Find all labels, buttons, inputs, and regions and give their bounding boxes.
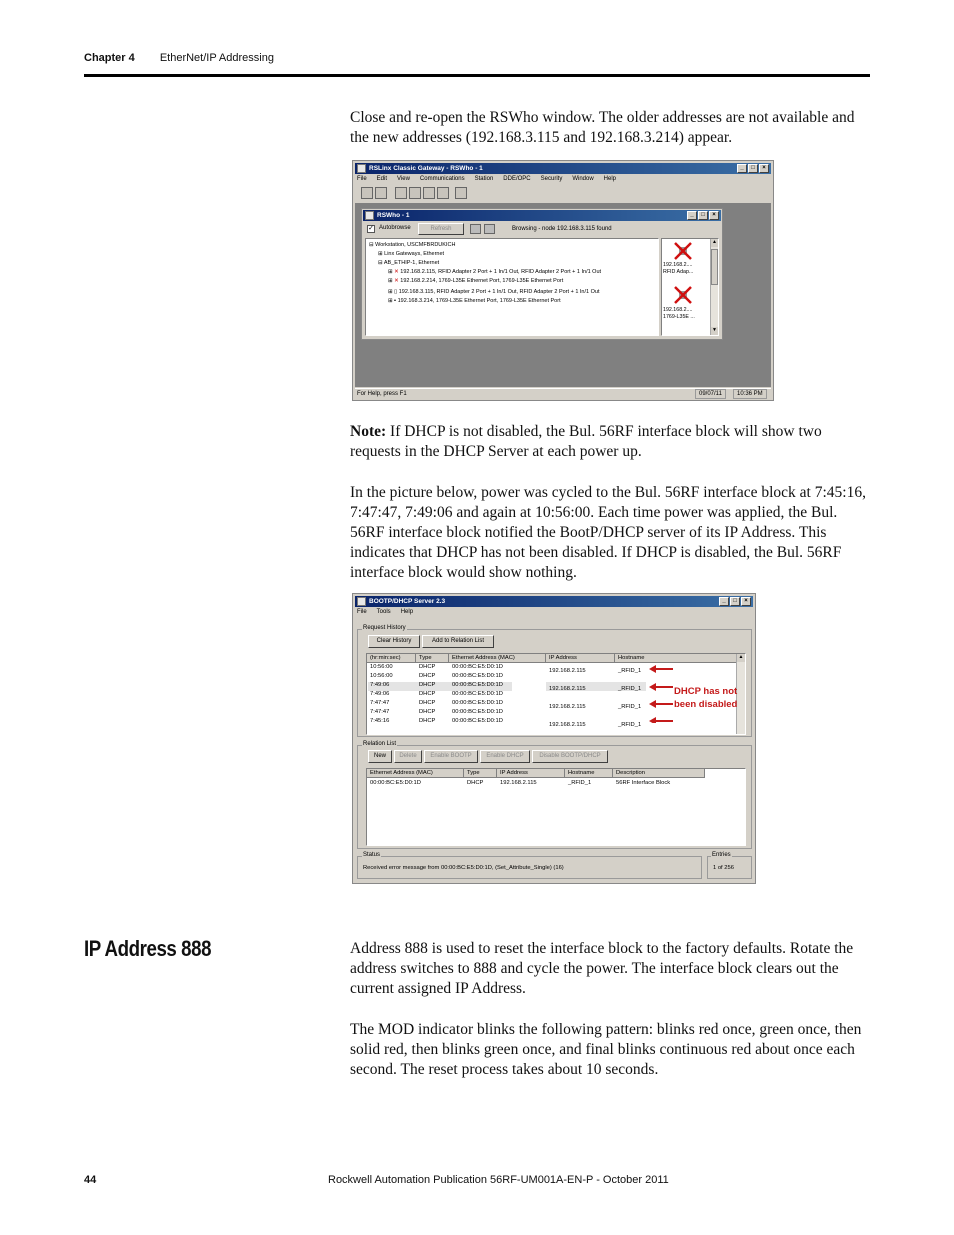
page-number: 44	[84, 1174, 97, 1186]
table-cell: _RFID_1	[618, 686, 642, 692]
col-ip[interactable]: IP Address	[546, 654, 615, 663]
tree-item-ab-ethip[interactable]: ⊟ AB_ETHIP-1, Ethernet	[378, 260, 440, 266]
new-button[interactable]: New	[368, 750, 392, 763]
enable-bootp-button[interactable]: Enable BOOTP	[424, 750, 478, 763]
note-text: If DHCP is not disabled, the Bul. 56RF interface block will show two requests in the DHCP Server at each power up.	[350, 423, 822, 460]
table-cell: _RFID_1	[618, 722, 642, 728]
dhcp-app-icon	[357, 597, 366, 606]
table-cell: 00:00:BC:E5:D0:1D	[452, 682, 503, 688]
table-cell: DHCP	[419, 691, 436, 697]
table-cell: 56RF Interface Block	[616, 780, 671, 786]
relation-list-label: Relation List	[363, 741, 397, 747]
device-label: 192.168.2.... RFID Adap...	[663, 262, 694, 275]
note-label: Note:	[350, 423, 387, 440]
child-maximize-icon[interactable]: □	[698, 211, 708, 220]
scrollbar[interactable]	[710, 239, 718, 335]
status-date: 09/07/11	[695, 389, 726, 399]
maximize-icon[interactable]: □	[748, 164, 758, 173]
rslinx-menu-security[interactable]: Security	[540, 176, 563, 182]
rslinx-title: RSLinx Classic Gateway - RSWho - 1	[369, 165, 483, 172]
table-cell: DHCP	[419, 718, 436, 724]
minimize-icon[interactable]: _	[737, 164, 747, 173]
clear-history-button[interactable]: Clear History	[368, 635, 420, 648]
rslinx-titlebar	[355, 163, 771, 174]
dhcp-menubar	[357, 609, 413, 615]
rslinx-menu-station[interactable]: Station	[474, 176, 494, 182]
dhcp-menu-help[interactable]: Help	[400, 609, 414, 615]
maximize-icon[interactable]: □	[730, 597, 740, 606]
rel-col-ip[interactable]: IP Address	[497, 769, 565, 778]
rslinx-menu-view[interactable]: View	[397, 176, 410, 182]
table-cell: DHCP	[419, 709, 436, 715]
disconnected-device-icon[interactable]	[674, 286, 692, 304]
tree-item-node[interactable]: ⊞ ✕ 192.168.2.115, RFID Adapter 2 Port + 1 In/1 Out, RFID Adapter 2 Port + 1 In/1 Out	[388, 269, 602, 275]
bootp-dhcp-window	[352, 593, 756, 884]
enable-dhcp-button[interactable]: Enable DHCP	[480, 750, 530, 763]
tree-item-node[interactable]: ⊞ ▯ 192.168.3.115, RFID Adapter 2 Port + 1 In/1 Out, RFID Adapter 2 Port + 1 In/1 Out	[388, 289, 600, 295]
table-cell: _RFID_1	[568, 780, 592, 786]
list-view-icon[interactable]	[484, 224, 495, 234]
rslinx-window	[352, 160, 774, 401]
table-cell: 7:45:16	[370, 718, 390, 724]
status-time: 10:36 PM	[733, 389, 767, 399]
relation-list-table[interactable]	[366, 768, 746, 846]
col-hostname[interactable]: Hostname	[615, 654, 737, 663]
table-cell: 192.168.2.115	[500, 780, 537, 786]
delete-button[interactable]: Delete	[394, 750, 422, 763]
section-heading: IP Address 888	[84, 936, 212, 961]
scroll-down-icon[interactable]: ▼	[712, 327, 717, 333]
table-cell: 00:00:BC:E5:D0:1D	[452, 709, 503, 715]
table-cell: 192.168.2.115	[549, 722, 586, 728]
table-cell: 00:00:BC:E5:D0:1D	[452, 718, 503, 724]
minimize-icon[interactable]: _	[719, 597, 729, 606]
device-icon-pane	[661, 238, 719, 336]
table-cell: 192.168.2.115	[549, 704, 586, 710]
table-cell: 7:47:47	[370, 709, 390, 715]
table-cell: 192.168.2.115	[549, 686, 586, 692]
col-type[interactable]: Type	[416, 654, 449, 663]
child-minimize-icon[interactable]: _	[687, 211, 697, 220]
table-cell: DHCP	[467, 780, 484, 786]
autobrowse-label: Autobrowse	[379, 225, 411, 231]
rswho-child-titlebar	[363, 210, 721, 221]
add-to-relation-list-button[interactable]: Add to Relation List	[422, 635, 494, 648]
status-message: Received error message from 00:00:BC:E5:D0:1D, (Set_Attribute_Single) (16)	[363, 865, 564, 871]
entries-label: Entries	[712, 852, 731, 858]
table-cell: _RFID_1	[618, 704, 642, 710]
table-cell: 192.168.2.115	[549, 668, 586, 674]
header-rule	[84, 74, 870, 77]
rslinx-menu-edit[interactable]: Edit	[376, 176, 388, 182]
col-mac[interactable]: Ethernet Address (MAC)	[449, 654, 546, 663]
rslinx-statusbar	[355, 388, 771, 398]
table-cell: _RFID_1	[618, 668, 642, 674]
scroll-up-icon[interactable]: ▲	[712, 239, 717, 245]
table-cell: 00:00:BC:E5:D0:1D	[452, 691, 503, 697]
toolbar-diagnostics-icon[interactable]	[437, 187, 449, 199]
scroll-up-icon[interactable]: ▲	[738, 654, 744, 660]
dhcp-annotation: DHCP has not been disabled	[674, 686, 738, 710]
tree-item-node[interactable]: ⊞ ▪ 192.168.3.214, 1769-L35E Ethernet Port, 1769-L35E Ethernet Port	[388, 298, 561, 304]
mdi-area	[355, 203, 771, 387]
paragraph-power-cycle: In the picture below, power was cycled to the Bul. 56RF interface block at 7:45:16, 7:47:47, 7:49:06 and again at 10:56:00. Each time power was applied, the Bul. 56RF interface block notified the BootP/DHCP server of its IP Address. This indicates that DHCP has not been disabled. If DHCP is disabled, the Bul. 56RF interface block would show nothing.	[350, 484, 866, 581]
app-icon	[357, 164, 366, 173]
chapter-label: Chapter 4	[84, 52, 135, 64]
red-arrows-icon	[649, 663, 675, 723]
paragraph-mod-indicator: The MOD indicator blinks the following pattern: blinks red once, green once, then solid red, then blinks green once, and final blinks continuous red about once each second. The reset process takes about 10 seconds.	[350, 1021, 862, 1078]
rel-col-hostname[interactable]: Hostname	[565, 769, 613, 778]
table-cell: 00:00:BC:E5:D0:1D	[452, 673, 503, 679]
paragraph-rswho: Close and re-open the RSWho window. The older addresses are not available and the new addresses (192.168.3.115 and 192.168.3.214) appear.	[350, 109, 855, 146]
refresh-button[interactable]: Refresh	[418, 223, 464, 235]
tree-view-icon[interactable]	[470, 224, 481, 234]
table-cell: 7:49:06	[370, 682, 390, 688]
dhcp-title: BOOTP/DHCP Server 2.3	[369, 598, 446, 605]
request-history-label: Request History	[363, 625, 406, 631]
disable-bootp-dhcp-button[interactable]: Disable BOOTP/DHCP	[532, 750, 608, 763]
status-label: Status	[363, 852, 381, 858]
autobrowse-checkbox[interactable]: ✓	[368, 225, 374, 232]
table-cell: 00:00:BC:E5:D0:1D	[452, 664, 503, 670]
dhcp-menu-file[interactable]: File	[357, 609, 367, 615]
toolbar-help-icon[interactable]	[455, 187, 467, 199]
rel-col-mac[interactable]: Ethernet Address (MAC)	[367, 769, 464, 778]
scroll-thumb[interactable]	[711, 249, 718, 285]
disconnected-device-icon[interactable]	[674, 242, 692, 260]
entries-count: 1 of 256	[713, 865, 734, 871]
status-help: For Help, press F1	[357, 391, 407, 397]
paragraph-address-888: Address 888 is used to reset the interface block to the factory defaults. Rotate the address switches to 888 and cycle the power. The interface block clears out the current assigned IP Address.	[350, 940, 854, 997]
page-header	[84, 52, 274, 64]
chapter-title: EtherNet/IP Addressing	[159, 52, 274, 64]
note-paragraph	[350, 422, 872, 462]
child-close-icon[interactable]: ×	[709, 211, 719, 220]
rslinx-menu-file[interactable]: File	[357, 176, 367, 182]
close-icon[interactable]: ×	[759, 164, 769, 173]
publication-info: Rockwell Automation Publication 56RF-UM001A-EN-P - October 2011	[328, 1174, 669, 1186]
toolbar-rswho-icon[interactable]	[361, 187, 373, 199]
table-cell: 7:47:47	[370, 700, 390, 706]
toolbar-topic-icon[interactable]	[423, 187, 435, 199]
table-cell: 10:56:00	[370, 664, 393, 670]
toolbar-driver-icon[interactable]	[409, 187, 421, 199]
rslinx-menubar	[357, 176, 616, 182]
rslinx-menu-help[interactable]: Help	[603, 176, 617, 182]
table-cell: 00:00:BC:E5:D0:1D	[452, 700, 503, 706]
rswho-child-window	[361, 208, 723, 340]
network-tree[interactable]	[365, 238, 659, 336]
device-label: 192.168.2.... 1769-L35E ...	[663, 307, 695, 320]
col-time[interactable]: (hr:min:sec)	[367, 654, 416, 663]
dhcp-menu-tools[interactable]: Tools	[376, 609, 391, 615]
dhcp-titlebar	[355, 596, 753, 607]
table-cell: DHCP	[419, 664, 436, 670]
rswho-child-title: RSWho - 1	[377, 212, 410, 219]
rslinx-menu-window[interactable]: Window	[572, 176, 594, 182]
tree-item-linx-gateways[interactable]: ⊞ Linx Gateways, Ethernet	[378, 251, 445, 257]
rslinx-menu-communications[interactable]: Communications	[419, 176, 465, 182]
close-icon[interactable]: ×	[741, 597, 751, 606]
rswho-icon	[365, 211, 374, 220]
rslinx-menu-dde-opc[interactable]: DDE/OPC	[503, 176, 531, 182]
tree-item-workstation[interactable]: ⊟ Workstation, USCMFBRDUKICH	[369, 242, 456, 248]
tree-item-node[interactable]: ⊞ ✕ 192.168.2.214, 1769-L35E Ethernet Port, 1769-L35E Ethernet Port	[388, 278, 564, 284]
table-cell: DHCP	[419, 700, 436, 706]
toolbar-configure-icon[interactable]	[395, 187, 407, 199]
table-cell: 00:00:BC:E5:D0:1D	[370, 780, 421, 786]
rel-col-description[interactable]: Description	[613, 769, 705, 778]
browsing-status: Browsing - node 192.168.3.115 found	[512, 226, 612, 232]
toolbar-network-icon[interactable]	[375, 187, 387, 199]
table-cell: 10:56:00	[370, 673, 393, 679]
table-cell: DHCP	[419, 673, 436, 679]
table-cell: 7:49:06	[370, 691, 390, 697]
table-cell: DHCP	[419, 682, 436, 688]
rel-col-type[interactable]: Type	[464, 769, 497, 778]
